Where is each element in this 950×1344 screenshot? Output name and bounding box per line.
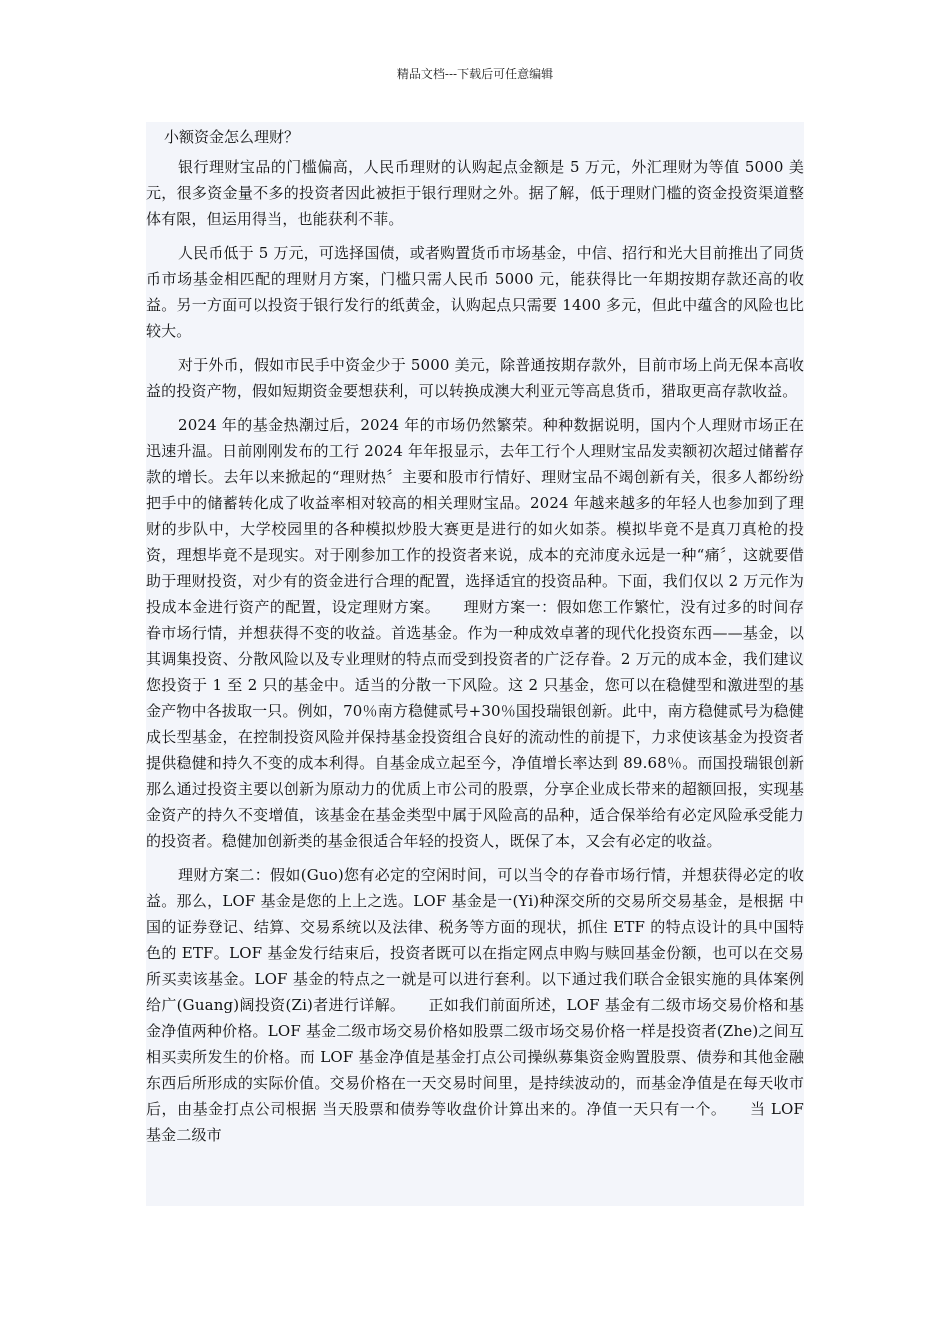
paragraph: 人民币低于 5 万元，可选择国债，或者购置货币市场基金，中信、招行和光大目前推出了同货币市场基金相匹配的理财月方案，门槛只需人民币 5000 元，能获得比一年期按期存款还高的收益。另一方面可以投资于银行发行的纸黄金，认购起点只需要 1400 多元，但此中蕴含的风险也比较大。 xyxy=(146,244,804,340)
page-header: 精品文档---下载后可任意编辑 xyxy=(396,67,554,81)
document-title: 小额资金怎么理财？ xyxy=(164,128,300,146)
document-body xyxy=(146,122,804,1206)
paragraph: 2024 年的基金热潮过后，2024 年的市场仍然繁荣。种种数据说明，国内个人理财市场正在迅速升温。日前刚刚发布的工行 2024 年年报显示，去年工行个人理财宝品发卖额初次超过储蓄存款的增长。去年以来掀起的“理财热〞主要和股市行情好、理财宝品不竭创新有关，很多人都纷纷把手中的储蓄转化成了收益率相对较高的相关理财宝品。2024 年越来越多的年轻人也参加到了理财的步队中，大学校园里的各种模拟炒股大赛更是进行的如火如荼。模拟毕竟不是真刀真枪的投资，理想毕竟不是现实。对于刚参加工作的投资者来说，成本的充沛度永远是一种“痛〞，这就要借助于理财投资，对少有的资金进行合理的配置，选择适宜的投资品种。下面，我们仅以 2 万元作为投成本金进行资产的配置，设定理财方案。 理财方案一：假如您工作繁忙，没有过多的时间存眷市场行情，并想获得不变的收益。首选基金。作为一种成效卓著的现代化投资东西——基金，以其调集投资、分散风险以及专业理财的特点而受到投资者的广泛存眷。2 万元的成本金，我们建议您投资于 1 至 2 只的基金中。适当的分散一下风险。这 2 只基金，您可以在稳健型和激进型的基金产物中各拔取一只。例如，70％南方稳健贰号+30％国投瑞银创新。此中，南方稳健贰号为稳健成长型基金，在控制投资风险并保持基金投资组合良好的流动性的前提下，力求使该基金为投资者提供稳健和持久不变的成本利得。自基金成立起至今，净值增长率达到 89.68％。而国投瑞银创新那么通过投资主要以创新为原动力的优质上市公司的股票，分享企业成长带来的超额回报，实现基金资产的持久不变增值，该基金在基金类型中属于风险高的品种，适合保举给有必定风险承受能力的投资者。稳健加创新类的基金很适合年轻的投资人，既保了本，又会有必定的收益。 xyxy=(146,416,804,850)
paragraph: 对于外币，假如市民手中资金少于 5000 美元，除普通按期存款外，目前市场上尚无保本高收益的投资产物，假如短期资金要想获利，可以转换成澳大利亚元等高息货币，猎取更高存款收益。 xyxy=(146,356,804,400)
paragraph: 银行理财宝品的门槛偏高，人民币理财的认购起点金额是 5 万元，外汇理财为等值 5000 美元，很多资金量不多的投资者因此被拒于银行理财之外。据了解，低于理财门槛的资金投资渠道整体有限，但运用得当，也能获利不菲。 xyxy=(146,158,804,228)
paragraph: 理财方案二：假如(Guo)您有必定的空闲时间，可以当令的存眷市场行情，并想获得必定的收益。那么，LOF 基金是您的上上之选。LOF 基金是一(Yi)种深交所的交易所交易基金，是根据 中国的证券登记、结算、交易系统以及法律、税务等方面的现状，抓住 ETF 的特点设计的具中国特色的 ETF。LOF 基金发行结束后，投资者既可以在指定网点申购与赎回基金份额，也可以在交易所买卖该基金。LOF 基金的特点之一就是可以进行套利。以下通过我们联合金银实施的具体案例给广(Guang)阔投资(Zi)者进行详解。 正如我们前面所述，LOF 基金有二级市场交易价格和基金净值两种价格。LOF 基金二级市场交易价格如股票二级市场交易价格一样是投资者(Zhe)之间互相买卖所发生的价格。而 LOF 基金净值是基金打点公司操纵募集资金购置股票、债券和其他金融东西后所形成的实际价值。交易价格在一天交易时间里，是持续波动的，而基金净值是在每天收市后，由基金打点公司根据 当天股票和债券等收盘价计算出来的。净值一天只有一个。 当 LOF 基金二级市 xyxy=(146,866,804,1144)
